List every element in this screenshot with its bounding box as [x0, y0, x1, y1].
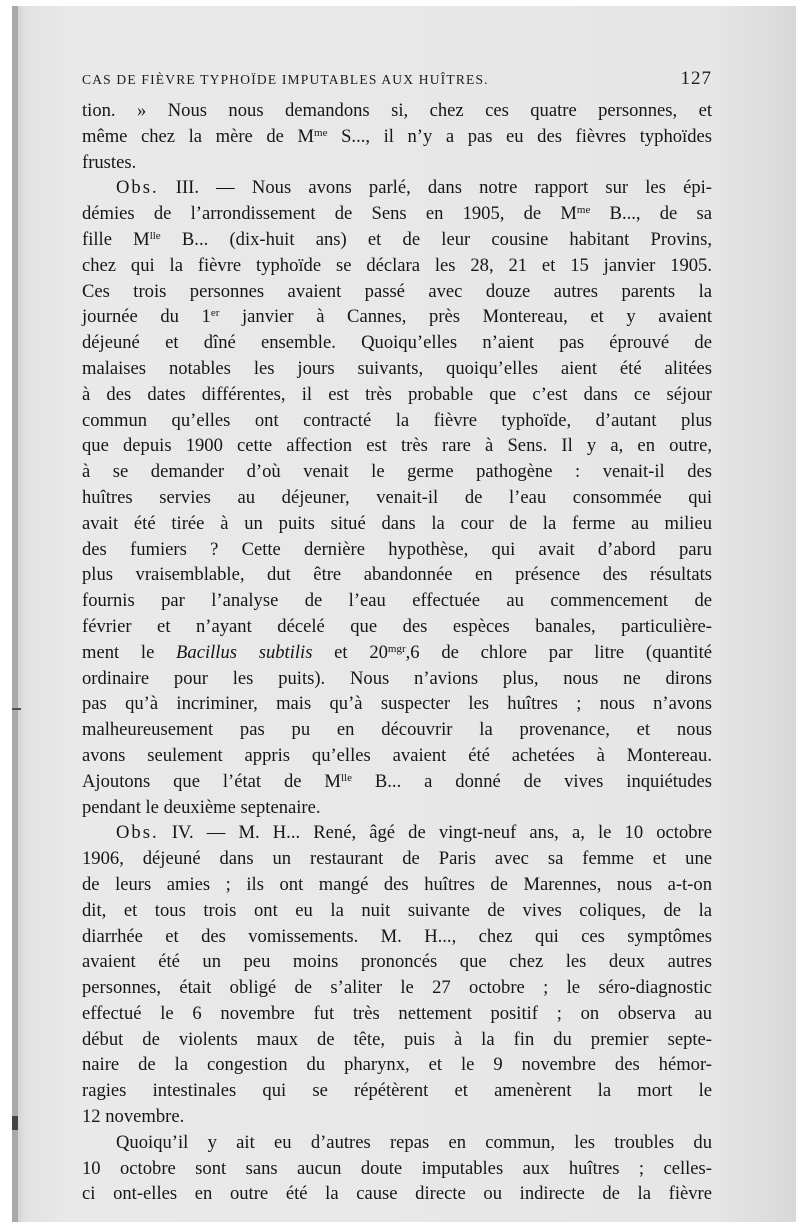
text-line: fille $M^{lle}$ B... (dix-huit ans) et de leur cousine habitant Provins, — [82, 228, 712, 250]
text-line: dit, et tous trois ont eu la nuit suivante de vives coliques, de la — [82, 899, 712, 921]
scanned-page — [12, 6, 796, 1222]
text-line: plus vraisemblable, dut être abandonnée en présence des résultats — [82, 564, 712, 586]
text-line: à des dates différentes, il est très probable que c’est dans ce séjour — [82, 383, 712, 405]
text-line: avaient été un peu moins prononcés que chez les deux autres — [82, 951, 712, 973]
page-number: 127 — [680, 68, 712, 89]
text-line: avait été tirée à un puits situé dans la cour de la ferme au milieu — [82, 512, 712, 534]
text-line: début de violents maux de tête, puis à la fin du premier septe- — [82, 1028, 712, 1050]
text-line: naire de la congestion du pharynx, et le 9 novembre des hémor- — [82, 1054, 712, 1076]
text-line: huîtres servies au déjeuner, venait-il de l’eau consommée qui — [82, 486, 712, 508]
text-line: ragies intestinales qui se répétèrent et amenèrent la mort le — [82, 1080, 712, 1102]
text-line: frustes. — [82, 151, 137, 173]
text-line: effectué le 6 novembre fut très nettement positif ; on observa au — [82, 1002, 712, 1024]
text-line: Obs. III. — Nous avons parlé, dans notre rapport sur les épi- — [116, 177, 712, 199]
text-line: de leurs amies ; ils ont mangé des huîtres de Marennes, nous a-t-on — [82, 873, 712, 895]
text-line: à se demander d’où venait le germe pathogène : venait-il des — [82, 461, 712, 483]
text-line: fournis par l’analyse de l’eau effectuée au commencement de — [82, 590, 712, 612]
text-line: personnes, était obligé de s’aliter le 27 octobre ; le séro-diagnostic — [82, 977, 712, 999]
text-line: journée du 1er janvier à Cannes, près Montereau, et y avaient — [82, 306, 712, 328]
running-head: CAS DE FIÈVRE TYPHOÏDE IMPUTABLES AUX HUÎTRES. — [82, 72, 489, 87]
text-line: Ajoutons que l’état de $M^{lle}$ B... a donné de vives inquiétudes — [82, 770, 713, 792]
text-line: 12 novembre. — [82, 1106, 185, 1128]
text-line: même chez la mère de $M^{me}$ S..., il n’y a pas eu des fièvres typhoïdes — [82, 125, 713, 147]
text-line: avons seulement appris qu’elles avaient été achetées à Montereau. — [82, 744, 712, 766]
text-line: ment le Bacillus subtilis et $20^{mgr},6$ de chlore par litre (quantité — [82, 641, 712, 663]
text-line: malaises notables les jours suivants, quoiqu’elles aient été alitées — [82, 357, 712, 379]
margin-mark — [12, 708, 21, 710]
text-line: pendant le deuxième septenaire. — [82, 796, 321, 818]
text-line: pas qu’à incriminer, mais qu’à suspecter les huîtres ; nous n’avons — [82, 693, 712, 715]
text-line: chez qui la fièvre typhoïde se déclara les 28, 21 et 15 janvier 1905. — [82, 254, 712, 276]
text-line: Obs. IV. — M. H... René, âgé de vingt-neuf ans, a, le 10 octobre — [116, 822, 712, 844]
text-line: Ces trois personnes avaient passé avec douze autres parents la — [82, 280, 712, 302]
body-text — [82, 98, 712, 1207]
text-line: 1906, déjeuné dans un restaurant de Paris avec sa femme et une — [82, 848, 712, 870]
text-line: ci ont-elles en outre été la cause directe ou indirecte de la fièvre — [82, 1183, 712, 1205]
text-line: déjeuné et dîné ensemble. Quoiqu’elles n’aient pas éprouvé de — [82, 332, 712, 354]
text-line: Quoiqu’il y ait eu d’autres repas en commun, les troubles du — [116, 1131, 712, 1153]
text-line: février et n’ayant décelé que des espèces banales, particulière- — [82, 615, 712, 637]
text-line: que depuis 1900 cette affection est très rare à Sens. Il y a, en outre, — [82, 435, 712, 457]
text-line: commun qu’elles ont contracté la fièvre typhoïde, d’autant plus — [82, 409, 712, 431]
text-line: 10 octobre sont sans aucun doute imputables aux huîtres ; celles- — [82, 1157, 712, 1179]
text-line: diarrhée et des vomissements. M. H..., chez qui ces symptômes — [82, 925, 712, 947]
text-line: démies de l’arrondissement de Sens en 1905, de $M^{me}$ B..., de sa — [82, 203, 712, 225]
margin-mark — [12, 1116, 18, 1130]
text-line: ordinaire pour les puits). Nous n’avions plus, nous ne dirons — [82, 667, 712, 689]
text-line: tion. » Nous nous demandons si, chez ces quatre personnes, et — [82, 100, 712, 121]
text-line: malheureusement pas pu en découvrir la provenance, et nous — [82, 719, 712, 741]
page-binding-edge — [12, 6, 18, 1222]
page-header — [82, 68, 712, 90]
text-line: des fumiers ? Cette dernière hypothèse, qui avait d’abord paru — [82, 538, 712, 560]
